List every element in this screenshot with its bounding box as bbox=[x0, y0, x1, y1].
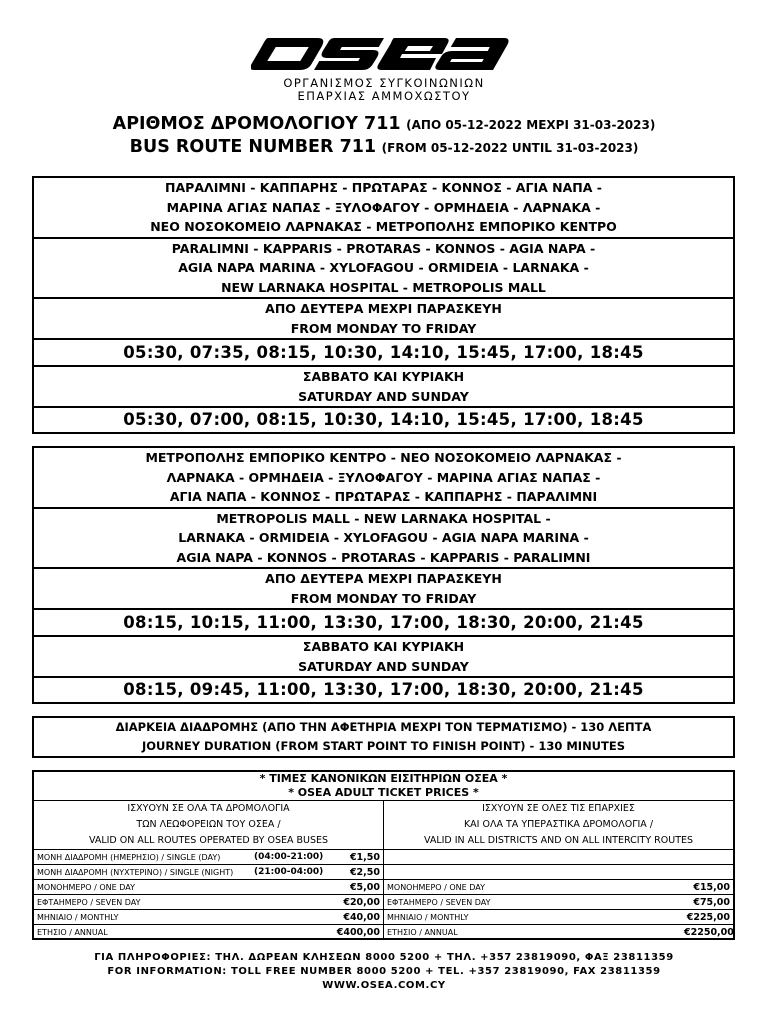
inbound-stops-english bbox=[34, 507, 733, 568]
price-label: ΕΤΗΣΙΟ / ANNUAL bbox=[387, 927, 458, 937]
outbound-stops-greek bbox=[34, 178, 733, 237]
valid-text: ΙΣΧΥΟΥΝ ΣΕ ΟΛΑ ΤΑ ΔΡΟΜΟΛΟΓΙΑ bbox=[127, 803, 290, 814]
journey-duration bbox=[32, 716, 735, 758]
price-row bbox=[34, 849, 383, 864]
weekday-label-english: FROM MONDAY TO FRIDAY bbox=[290, 590, 477, 606]
weekend-label-english: SATURDAY AND SUNDAY bbox=[298, 658, 469, 674]
price-row bbox=[34, 879, 383, 894]
price-hours: (21:00-04:00) bbox=[254, 867, 324, 877]
price-hours: (04:00-21:00) bbox=[254, 852, 324, 862]
price-label: ΜΟΝΗ ΔΙΑΔΡΟΜΗ (ΗΜΕΡΗΣΙΟ) / SINGLE (DAY) bbox=[37, 852, 221, 862]
price-label: ΜΟΝΟΗΜΕΡΟ / ONE DAY bbox=[37, 882, 135, 892]
weekday-label-greek: ΑΠΟ ΔΕΥΤΕΡΑ ΜΕΧΡΙ ΠΑΡΑΣΚΕΥΗ bbox=[265, 571, 502, 586]
prices-osea-buses bbox=[34, 801, 384, 939]
inbound-weekend-header bbox=[34, 635, 733, 676]
stops-line: AGIA NAPA - KONNOS - PROTARAS - KAPPARIS - PARALIMNI bbox=[176, 549, 591, 565]
outbound-weekday-header bbox=[34, 297, 733, 338]
outbound-weekend-times: 05:30, 07:00, 08:15, 10:30, 14:10, 15:45, 17:00, 18:45 bbox=[34, 406, 733, 432]
prices-header-greek: * ΤΙΜΕΣ ΚΑΝΟΝΙΚΩΝ ΕΙΣΙΤΗΡΙΩΝ ΟΣΕΑ * bbox=[259, 772, 508, 785]
weekend-label-greek: ΣΑΒΒΑΤΟ ΚΑΙ ΚΥΡΙΑΚΗ bbox=[302, 369, 465, 384]
inbound-stops-greek bbox=[34, 448, 733, 507]
stops-line: ΑΓΙΑ ΝΑΠΑ - ΚΟΝΝΟΣ - ΠΡΩΤΑΡΑΣ - ΚΑΠΠΑΡΗΣ - ΠΑΡΑΛΙΜΝΙ bbox=[169, 489, 598, 504]
price-row bbox=[34, 909, 383, 924]
valid-text: VALID IN ALL DISTRICTS AND ON ALL INTERCITY ROUTES bbox=[423, 835, 694, 846]
price-row bbox=[384, 879, 733, 894]
route-number-greek: ΑΡΙΘΜΟΣ ΔΡΟΜΟΛΟΓΙΟΥ 711 bbox=[112, 114, 401, 134]
route-dates-english: (FROM 05-12-2022 UNTIL 31-03-2023) bbox=[381, 141, 639, 155]
price-value: €15,00 bbox=[693, 881, 730, 893]
stops-line: ΝΕΟ ΝΟΣΟΚΟΜΕΙΟ ΛΑΡΝΑΚΑΣ - ΜΕΤΡΟΠΟΛΗΣ ΕΜΠΟΡΙΚΟ ΚΕΝΤΡΟ bbox=[150, 219, 617, 234]
route-title-english bbox=[0, 137, 768, 157]
stops-line: NEW LARNAKA HOSPITAL - METROPOLIS MALL bbox=[221, 279, 546, 295]
price-value: €1,50 bbox=[349, 851, 380, 863]
footer-info-greek: ΓΙΑ ΠΛΗΡΟΦΟΡΙΕΣ: ΤΗΛ. ΔΩΡΕΑΝ ΚΛΗΣΕΩΝ 8000 5200 + ΤΗΛ. +357 23819090, ΦΑΞ 23811359 bbox=[94, 952, 674, 963]
route-dates-greek: (ΑΠΟ 05-12-2022 ΜΕΧΡΙ 31-03-2023) bbox=[406, 118, 656, 132]
outbound-schedule bbox=[32, 176, 735, 434]
valid-text: ΚΑΙ ΟΛΑ ΤΑ ΥΠΕΡΑΣΤΙΚΑ ΔΡΟΜΟΛΟΓΙΑ / bbox=[463, 819, 654, 830]
price-row bbox=[34, 894, 383, 909]
price-row bbox=[384, 864, 733, 879]
valid-text: ΙΣΧΥΟΥΝ ΣΕ ΟΛΕΣ ΤΙΣ ΕΠΑΡΧΙΕΣ bbox=[482, 803, 635, 814]
valid-text: VALID ON ALL ROUTES OPERATED BY OSEA BUSES bbox=[88, 835, 329, 846]
footer-website-link[interactable]: WWW.OSEA.COM.CY bbox=[322, 980, 446, 991]
valid-text: ΤΩΝ ΛΕΩΦΟΡΕΙΩΝ ΤΟΥ ΟΣΕΑ / bbox=[136, 819, 281, 830]
weekend-label-english: SATURDAY AND SUNDAY bbox=[298, 388, 469, 404]
price-label: ΜΟΝΟΗΜΕΡΟ / ONE DAY bbox=[387, 882, 485, 892]
price-label: ΕΦΤΑΗΜΕΡΟ / SEVEN DAY bbox=[387, 897, 491, 907]
inbound-weekday-times: 08:15, 10:15, 11:00, 13:30, 17:00, 18:30, 20:00, 21:45 bbox=[34, 608, 733, 635]
stops-line: PARALIMNI - KAPPARIS - PROTARAS - KONNOS - AGIA NAPA - bbox=[171, 240, 596, 256]
price-row bbox=[34, 924, 383, 939]
inbound-weekend-times: 08:15, 09:45, 11:00, 13:30, 17:00, 18:30, 20:00, 21:45 bbox=[34, 676, 733, 702]
stops-line: AGIA NAPA MARINA - XYLOFAGOU - ORMIDEIA - LARNAKA - bbox=[178, 260, 589, 275]
weekday-label-english: FROM MONDAY TO FRIDAY bbox=[290, 320, 477, 336]
price-value: €400,00 bbox=[336, 926, 380, 938]
outbound-weekend-header bbox=[34, 365, 733, 406]
stops-line: ΜΕΤΡΟΠΟΛΗΣ ΕΜΠΟΡΙΚΟ ΚΕΝΤΡΟ - ΝΕΟ ΝΟΣΟΚΟΜΕΙΟ ΛΑΡΝΑΚΑΣ - bbox=[145, 450, 622, 465]
price-row bbox=[34, 864, 383, 879]
outbound-stops-english bbox=[34, 237, 733, 298]
stops-line: ΜΑΡΙΝΑ ΑΓΙΑΣ ΝΑΠΑΣ - ΞΥΛΟΦΑΓΟΥ - ΟΡΜΗΔΕΙΑ - ΛΑΡΝΑΚΑ - bbox=[166, 199, 601, 215]
price-value: €5,00 bbox=[349, 881, 380, 893]
org-name-line2: ΕΠΑΡΧΙΑΣ ΑΜΜΟΧΩΣΤΟΥ bbox=[297, 89, 471, 103]
outbound-weekday-times: 05:30, 07:35, 08:15, 10:30, 14:10, 15:45, 17:00, 18:45 bbox=[34, 338, 733, 365]
osea-logo-graphic bbox=[251, 34, 517, 74]
price-value: €2250,00 bbox=[684, 926, 734, 938]
weekday-label-greek: ΑΠΟ ΔΕΥΤΕΡΑ ΜΕΧΡΙ ΠΑΡΑΣΚΕΥΗ bbox=[265, 301, 502, 316]
price-label: ΕΤΗΣΙΟ / ANNUAL bbox=[37, 927, 108, 937]
price-value: €225,00 bbox=[686, 911, 730, 923]
price-value: €2,50 bbox=[349, 866, 380, 878]
footer-info-english: FOR INFORMATION: TOLL FREE NUMBER 8000 5200 + TEL. +357 23819090, FAX 23811359 bbox=[107, 966, 661, 977]
stops-line: ΛΑΡΝΑΚΑ - ΟΡΜΗΔΕΙΑ - ΞΥΛΟΦΑΓΟΥ - ΜΑΡΙΝΑ ΑΓΙΑΣ ΝΑΠΑΣ - bbox=[166, 469, 601, 485]
duration-english: JOURNEY DURATION (FROM START POINT TO FINISH POINT) - 130 MINUTES bbox=[141, 739, 626, 753]
duration-greek: ΔΙΑΡΚΕΙΑ ΔΙΑΔΡΟΜΗΣ (ΑΠΟ ΤΗΝ ΑΦΕΤΗΡΙΑ ΜΕΧΡΙ ΤΟΝ ΤΕΡΜΑΤΙΣΜΟ) - 130 ΛΕΠΤΑ bbox=[115, 720, 652, 734]
price-value: €20,00 bbox=[343, 896, 380, 908]
prices-columns bbox=[34, 800, 733, 939]
price-row bbox=[384, 909, 733, 924]
prices-header-english: * OSEA ADULT TICKET PRICES * bbox=[288, 786, 479, 799]
stops-line: LARNAKA - ORMIDEIA - XYLOFAGOU - AGIA NAPA MARINA - bbox=[178, 530, 589, 545]
price-row bbox=[384, 924, 733, 939]
stops-line: ΠΑΡΑΛΙΜΝΙ - ΚΑΠΠΑΡΗΣ - ΠΡΩΤΑΡΑΣ - ΚΟΝΝΟΣ - ΑΓΙΑ ΝΑΠΑ - bbox=[165, 180, 602, 195]
price-label: ΜΗΝΙΑΙΟ / MONTHLY bbox=[387, 912, 469, 922]
weekend-label-greek: ΣΑΒΒΑΤΟ ΚΑΙ ΚΥΡΙΑΚΗ bbox=[302, 639, 465, 654]
price-value: €40,00 bbox=[343, 911, 380, 923]
ticket-prices bbox=[32, 770, 735, 940]
price-label: ΜΗΝΙΑΙΟ / MONTHLY bbox=[37, 912, 119, 922]
inbound-weekday-header bbox=[34, 567, 733, 608]
osea-logo bbox=[0, 34, 768, 74]
route-number-english: BUS ROUTE NUMBER 711 bbox=[129, 137, 377, 157]
org-name-line1: ΟΡΓΑΝΙΣΜΟΣ ΣΥΓΚΟΙΝΩΝΙΩΝ bbox=[283, 76, 485, 90]
route-title-greek bbox=[0, 114, 768, 134]
price-value: €75,00 bbox=[693, 896, 730, 908]
price-label: ΕΦΤΑΗΜΕΡΟ / SEVEN DAY bbox=[37, 897, 141, 907]
price-row bbox=[384, 849, 733, 864]
price-label: ΜΟΝΗ ΔΙΑΔΡΟΜΗ (ΝΥΧΤΕΡΙΝΟ) / SINGLE (NIGHT) bbox=[37, 867, 234, 877]
stops-line: METROPOLIS MALL - NEW LARNAKA HOSPITAL - bbox=[216, 510, 551, 526]
inbound-schedule bbox=[32, 446, 735, 704]
prices-all-districts bbox=[384, 801, 733, 939]
price-row bbox=[384, 894, 733, 909]
